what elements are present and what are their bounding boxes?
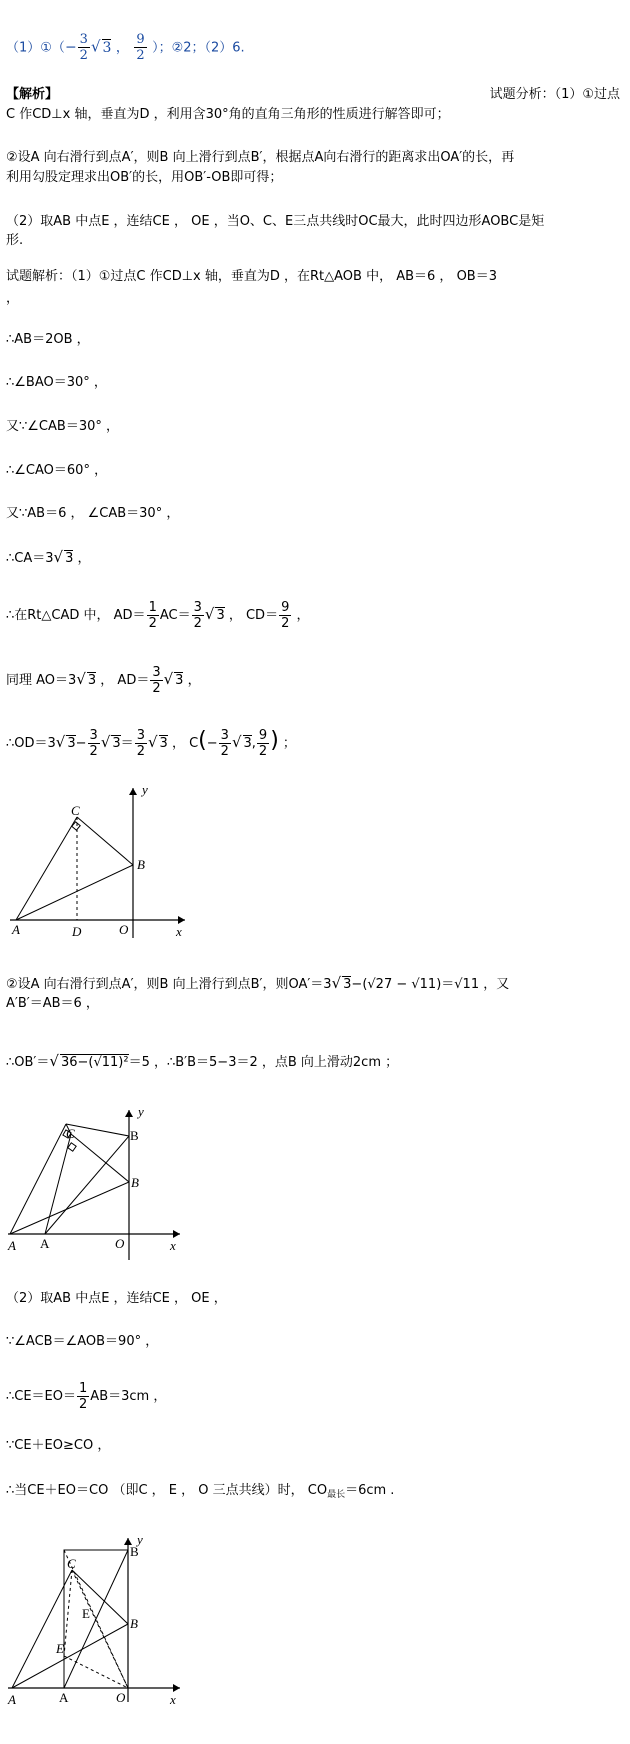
fig2-label-B1: B	[130, 1128, 139, 1143]
fig3-label-B: B	[130, 1616, 138, 1631]
solution-line-9: 同理 AO＝3√ 3 ， AD＝ $\frac{3}{2}$ √ 3 ，	[6, 665, 201, 696]
part2-line-3: ∴OB′＝√ 36−(√11)²＝5 ，∴B′B＝5−3＝2 ，点B 向上滑动2cm ；	[6, 1052, 399, 1070]
part2-line-1: ②设A 向右滑行到点A′，则B 向上滑行到点B′，则OA′＝3√ 3−(√27 − √11)＝√11 ，又	[6, 974, 510, 992]
fig1-label-B: B	[137, 857, 145, 872]
fig2-label-A1: A	[40, 1236, 50, 1251]
fig2-label-C: C	[66, 1126, 75, 1141]
part3-line-5: ∴当CE＋EO＝CO （即C ， E ， O 三点共线）时， $CO_{最长}=6cm$ .	[6, 1483, 395, 1500]
fig1-label-A: A	[12, 922, 20, 937]
fig3-label-E1: E	[82, 1606, 90, 1621]
solution-line-4: 又∵∠CAB＝30° ，	[6, 419, 119, 434]
solution-line-1b: ，	[6, 291, 20, 306]
fig3-label-x: x	[170, 1692, 176, 1707]
figure-3	[0, 1530, 200, 1710]
answer-line: （1）①（− $\frac{3}{2}$ √ 3 ， $\frac{9}{2}$ ）；②2；（2）6.	[6, 32, 245, 63]
part3-line-1: （2）取AB 中点E ，连结CE ， OE ，	[6, 1291, 227, 1306]
fig3-label-A: A	[8, 1692, 16, 1707]
analysis-tag: 【解析】	[6, 87, 59, 102]
solution-line-3: ∴∠BAO＝30° ，	[6, 375, 107, 390]
fig1-label-y: y	[142, 782, 148, 797]
analysis-line-6: 形.	[6, 233, 24, 248]
solution-line-5: ∴∠CAO＝60° ，	[6, 463, 108, 478]
solution-line-10: ∴OD＝3√ 3− $\frac{3}{2}$ √ 3＝ $\frac{3}{2}$ √ 3 ， C(− $\frac{3}{2}$ √ 3, $\frac{9}{2}$ ) ；	[6, 728, 296, 759]
fig2-label-x: x	[170, 1238, 176, 1253]
fig3-label-B1: B	[130, 1544, 139, 1559]
part2-line-2: A′B′＝AB＝6 ，	[6, 996, 99, 1011]
fig3-label-C: C	[67, 1556, 76, 1571]
fig2-label-O: O	[115, 1236, 125, 1251]
fig3-label-O: O	[116, 1690, 126, 1705]
analysis-line-4: 利用勾股定理求出OB′的长，用OB′-OB即可得；	[6, 170, 283, 185]
fig2-label-B: B	[131, 1175, 139, 1190]
analysis-right-label: 试题分析：（1）①过点	[489, 87, 620, 102]
fig3-label-E: E	[56, 1641, 64, 1656]
figure-2	[0, 1100, 200, 1260]
figure-1	[0, 780, 200, 940]
fig2-label-A: A	[8, 1238, 16, 1253]
part3-line-3: ∴CE＝EO＝ $\frac{1}{2}$ AB＝3cm ，	[6, 1381, 167, 1412]
frac-y: $\frac{9}{2}$	[136, 32, 145, 63]
fig1-label-C: C	[71, 803, 80, 818]
fig1-label-x: x	[176, 924, 182, 939]
analysis-line-3: ②设A 向右滑行到点A′，则B 向上滑行到点B′，根据点A向右滑行的距离求出OA′的长，再	[6, 150, 515, 165]
frac-x: $\frac{3}{2}$	[79, 32, 88, 63]
solution-line-8: ∴在Rt△CAD 中， AD＝ $\frac{1}{2}$ AC＝ $\frac{3}{2}$ √ 3 ， CD＝ $\frac{9}{2}$ ，	[6, 600, 310, 631]
solution-line-1: 试题解析：（1）①过点C 作CD⊥x 轴，垂直为D ，在Rt△AOB 中， AB＝6 ， OB＝3	[6, 269, 497, 284]
fig1-label-D: D	[72, 924, 82, 939]
fig2-label-y: y	[138, 1104, 144, 1119]
fig3-label-y: y	[137, 1532, 143, 1547]
analysis-line-2: C 作CD⊥x 轴，垂直为D ，利用含30°角的直角三角形的性质进行解答即可；	[6, 107, 450, 122]
solution-line-6: 又∵AB＝6 ， ∠CAB＝30° ，	[6, 506, 180, 521]
analysis-line-5: （2）取AB 中点E ，连结CE ， OE ，当O、C、E三点共线时OC最大，此时四边形AOBC是矩	[6, 214, 545, 229]
solution-line-2: ∴AB＝2OB ，	[6, 332, 90, 347]
part3-line-2: ∵∠ACB＝∠AOB＝90° ，	[6, 1334, 159, 1349]
fig3-label-A1: A	[59, 1690, 69, 1705]
fig1-label-O: O	[119, 922, 129, 937]
part3-line-4: ∵CE＋EO≥CO ，	[6, 1438, 111, 1453]
solution-line-7: ∴CA＝3√ 3 ，	[6, 548, 91, 566]
